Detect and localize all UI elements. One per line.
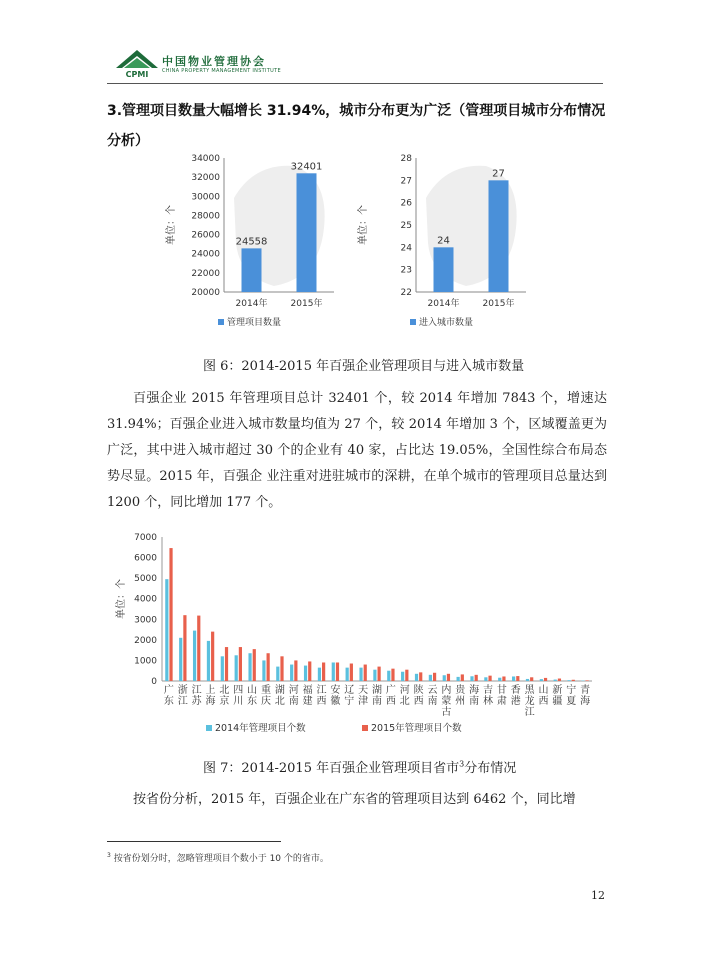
bar-2015 [267,653,270,681]
legend-swatch-2015 [362,725,368,731]
bar-2015 [502,676,505,681]
x-tick-label: 天津 [358,685,369,707]
y-tick-label: 2000 [134,635,157,646]
x-tick-label: 内蒙古 [441,685,452,718]
paragraph-1-text: 百强企业 2015 年管理项目总计 32401 个，较 2014 年增加 7843 个，增速达 31.94%；百强企业进入城市数量均值为 27 个，较 2014 年增加 3 个，区域覆盖更为广泛，其中进入城市超过 30 个的企业有 40 家，占比达 19.05%，全国性综合布局态势尽显。2015 年，百强企 业注重对进驻城市的深耕，在单个城市的管理项目总量达到 1200 个，同比增加 177 个。 [107,391,607,510]
bar-2014 [567,680,570,681]
bar [242,248,262,292]
x-tick-label: 海南 [469,685,480,707]
x-tick-label: 贵州 [455,685,466,707]
x-tick-label: 云南 [427,685,438,707]
bar-2014 [221,656,224,681]
chart-province-distribution [110,527,600,737]
y-tick-label: 28 [400,154,412,164]
x-tick-label: 辽宁 [344,685,355,707]
bar-2015 [350,664,353,681]
bar-2015 [488,676,491,681]
bar-2014 [512,676,515,681]
x-tick-label: 青海 [580,685,591,707]
bar [489,180,509,292]
header-divider [107,83,603,84]
x-tick-label: 河南 [288,685,299,707]
data-label: 27 [492,168,505,180]
bar-2015 [183,615,186,681]
y-tick-label: 1000 [134,656,157,667]
bar-2015 [197,616,200,681]
bar-2014 [415,674,418,681]
bar-2014 [193,631,196,681]
bar-2015 [391,669,394,681]
x-tick-label: 2014年 [235,299,268,309]
bar [297,173,317,292]
bar-2014 [332,662,335,681]
bar-2015 [294,660,297,681]
bar-2015 [169,548,172,681]
x-tick-label: 四川 [233,685,244,707]
x-tick-label: 北京 [219,685,230,707]
bar-2014 [401,672,404,681]
x-tick-label: 甘肃 [496,685,507,707]
body-paragraph-2 [107,787,607,813]
y-tick-label: 28000 [191,211,220,222]
x-tick-label: 香港 [510,685,521,707]
bar-2014 [429,675,432,681]
x-tick-label: 山东 [247,685,258,707]
bar-2015 [433,673,436,681]
x-tick-label: 2015年 [482,299,515,309]
bar-2014 [373,670,376,681]
x-tick-label: 江西 [316,685,327,707]
x-tick-label: 宁夏 [566,685,577,707]
bar-2014 [235,655,238,681]
x-tick-label: 新疆 [552,685,563,707]
x-tick-label: 吉林 [482,685,493,707]
org-name-en: CHINA PROPERTY MANAGEMENT INSTITUTE [162,68,281,74]
bar-2015 [405,670,408,681]
footnote-text: 按省份划分时，忽略管理项目个数小于 10 个的省市。 [113,854,329,864]
x-tick-label: 广东 [163,685,174,707]
x-tick-label: 上海 [205,685,216,707]
footnote-divider [107,841,281,842]
bar-2015 [516,676,519,681]
legend-label-2015: 2015年管理项目个数 [371,723,462,734]
y-tick-label: 23 [400,265,412,276]
bar-2015 [475,675,478,681]
y-tick-label: 3000 [134,615,157,626]
figure-7-caption-tail: 分布情况 [464,761,517,776]
footnote [107,851,329,864]
y-tick-label: 0 [151,677,157,687]
x-tick-label: 陕西 [413,685,424,707]
bar-2015 [225,647,228,681]
x-tick-label: 2014年 [427,299,460,309]
figure-7-caption-main: 图 7：2014-2015 年百强企业管理项目省市 [203,761,460,776]
bar-2015 [530,677,533,681]
bar-2014 [387,671,390,681]
bar-2014 [165,579,168,681]
paragraph-2-text: 按省份分析，2015 年，百强企业在广东省的管理项目达到 6462 个，同比增 [133,792,576,807]
bar-2015 [239,647,242,681]
bar-2014 [443,675,446,681]
data-label: 24 [437,235,450,247]
body-paragraph-1 [107,386,607,516]
y-tick-label: 24 [400,243,412,254]
bar-2014 [470,676,473,681]
bar-2014 [276,667,279,681]
y-tick-label: 7000 [134,533,157,543]
x-tick-label: 黑龙江 [524,685,535,718]
legend-swatch-2014 [206,725,212,731]
y-tick-label: 27 [400,176,412,187]
legend-label: 进入城市数量 [419,318,474,328]
y-tick-label: 34000 [191,154,220,164]
bar-2014 [248,653,251,681]
chart-cities-entered [352,148,552,340]
y-tick-label: 26 [400,198,412,209]
bar-2014 [554,680,557,681]
y-axis-label: 单位：个 [166,205,177,245]
chart-management-projects [160,148,360,340]
bar-2014 [207,641,210,681]
bar-2015 [211,632,214,681]
y-tick-label: 32000 [191,173,220,184]
legend-label: 管理项目数量 [227,318,282,328]
y-tick-label: 26000 [191,230,220,241]
x-tick-label: 福建 [302,685,313,707]
bar-2015 [558,679,561,681]
x-tick-label: 广西 [385,685,396,707]
bar-2014 [262,660,265,681]
bar-2014 [304,666,307,681]
figure-6-caption: 图 6：2014-2015 年百强企业管理项目与进入城市数量 [203,359,525,374]
bar-2014 [526,679,529,681]
bar-2015 [378,667,381,681]
bar-2015 [447,674,450,681]
bar-2015 [253,649,256,681]
bar-2014 [318,668,321,681]
bar-2014 [359,668,362,681]
bar-2015 [572,680,575,681]
cpmi-logo-icon [112,46,162,80]
y-tick-label: 22 [400,288,412,298]
figure-7-caption [203,757,516,776]
y-tick-label: 30000 [191,192,220,203]
bar-2014 [290,665,293,681]
y-tick-label: 24000 [191,249,220,260]
legend-label-2014: 2014年管理项目个数 [215,723,306,734]
bar-2014 [484,677,487,681]
y-tick-label: 22000 [191,268,220,279]
footnote-marker: 3 [107,852,111,859]
data-label: 32401 [290,161,323,173]
x-tick-label: 河北 [399,685,410,707]
x-tick-label: 安徽 [330,685,341,707]
bar-2015 [461,674,464,681]
y-tick-label: 6000 [134,553,157,564]
section-heading: 3.管理项目数量大幅增长 31.94%，城市分布更为广泛（管理项目城市分布情况分析） [107,103,606,149]
bar-2015 [308,661,311,681]
bar-2014 [498,678,501,681]
bar-2015 [419,672,422,681]
y-axis-label: 单位：个 [116,579,127,619]
y-axis-label: 单位：个 [358,205,369,245]
bar-2015 [280,656,283,681]
bar-2014 [540,679,543,681]
bar-2015 [336,662,339,681]
bar-2014 [346,668,349,681]
x-tick-label: 2015年 [290,299,323,309]
x-tick-label: 湖南 [372,685,382,707]
bar-2014 [179,638,182,681]
y-tick-label: 20000 [191,288,220,298]
x-tick-label: 江苏 [191,685,202,707]
org-name-cn: 中国物业管理协会 [162,55,266,68]
svg-text:CPMI: CPMI [125,70,149,79]
bar-2015 [544,678,547,681]
page-number: 12 [591,889,605,902]
x-tick-label: 湖北 [274,685,285,707]
bar-2014 [457,677,460,681]
x-tick-label: 重庆 [261,685,272,707]
bar-2015 [364,665,367,681]
data-label: 24558 [235,236,268,248]
y-tick-label: 4000 [134,594,157,605]
x-tick-label: 山西 [538,685,549,707]
y-tick-label: 25 [400,221,412,231]
bar [434,247,454,292]
footnote-ref: 3 [459,759,465,769]
x-tick-label: 浙江 [177,685,188,707]
legend-swatch [218,319,224,325]
bar-2015 [586,680,589,681]
bar-2015 [322,662,325,681]
legend-swatch [410,319,416,325]
y-tick-label: 5000 [134,574,157,585]
